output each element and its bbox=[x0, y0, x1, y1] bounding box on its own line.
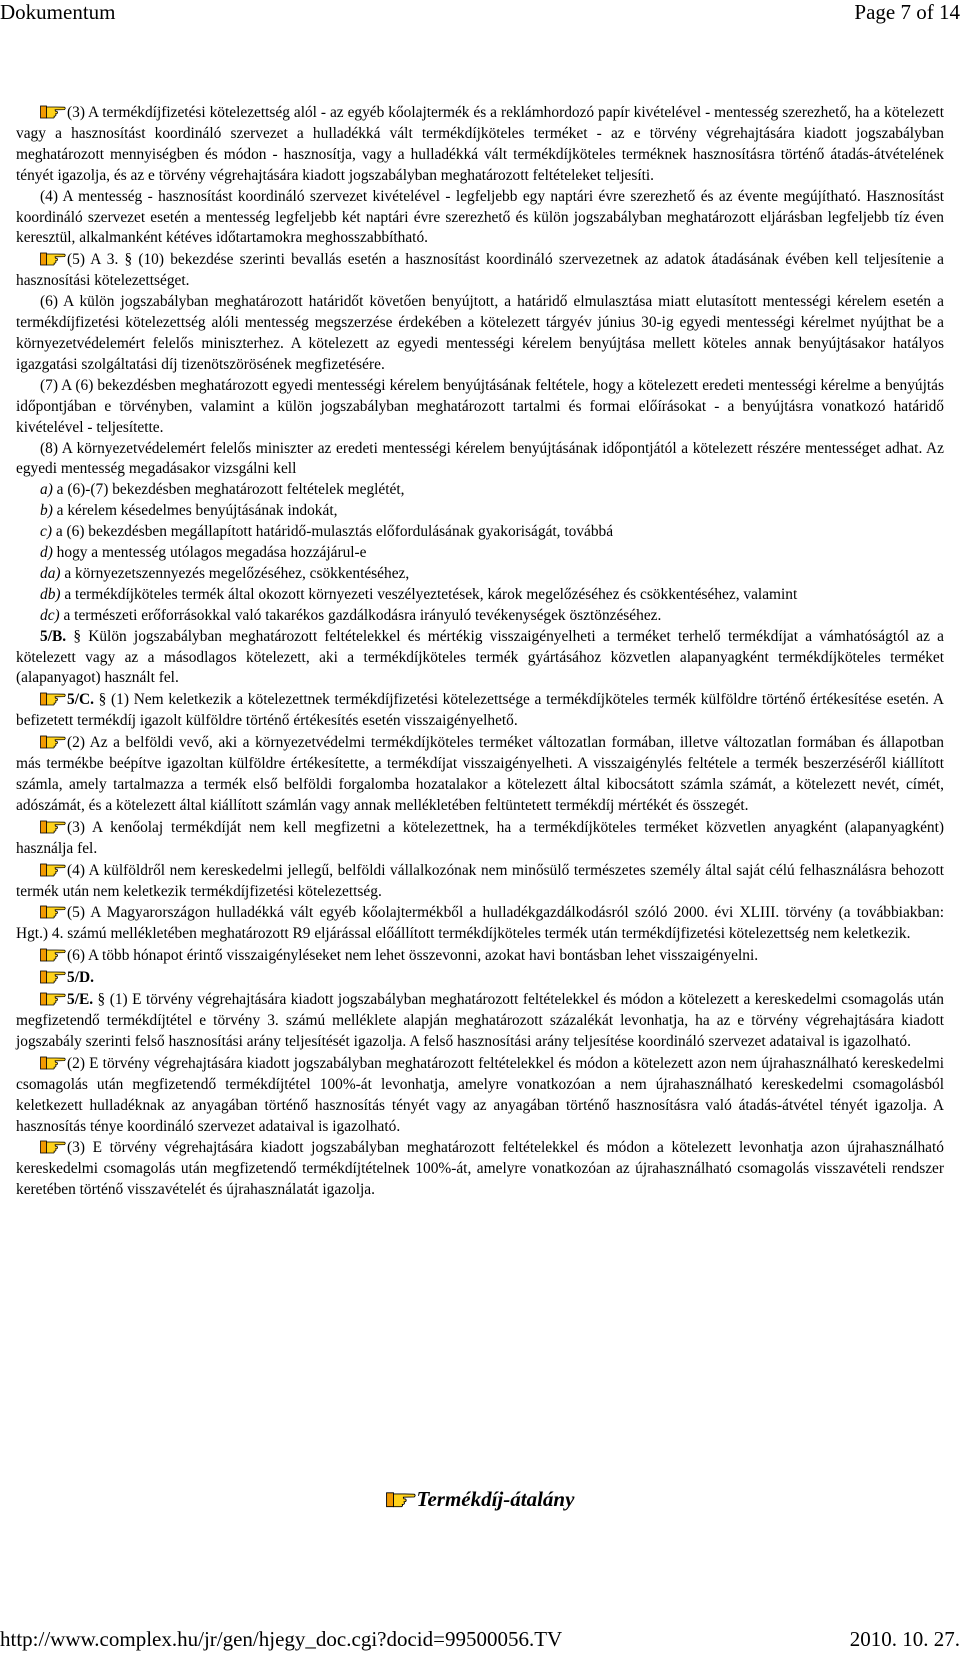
list-mark: c) bbox=[40, 523, 52, 541]
section-label: 5/D. bbox=[67, 969, 94, 987]
pointing-hand-icon[interactable] bbox=[386, 1488, 416, 1508]
paragraph-4 bbox=[16, 187, 944, 250]
list-mark: d) bbox=[40, 544, 53, 562]
pointing-hand-icon[interactable] bbox=[40, 1053, 66, 1070]
list-mark: a) bbox=[40, 481, 53, 499]
paragraph-text: (5) A Magyarországon hulladékká vált egyéb kőolajtermékből a hulladékgazdálkodásról szóló 2000. évi XLIII. törvény (a továbbiakban: Hgt.) 4. számú mellékletében meghatározott R9 eljárással előállított termékdíjköteles termék után termékdíjfizetési kötelezettség nem keletkezik. bbox=[16, 904, 944, 943]
list-item-text: a (6) bekezdésben megállapított határidő-mulasztás előfordulásának gyakoriságát, továbbá bbox=[51, 523, 614, 541]
list-item-dc bbox=[16, 606, 944, 627]
pointing-hand-icon[interactable] bbox=[40, 860, 66, 877]
paragraph-text: § (1) E törvény végrehajtására kiadott jogszabályban meghatározott feltételekkel és módon a kötelezett a kereskedelmi csomagolás után megfizetendő termékdíjtétel e törvény 3. számú melléklete alapján meghatározott százalékát levonhatja, ha az e törvény végrehajtására kiadott jogszabály szerinti felső hasznosítási arány teljesítését igazolja. A felső hasznosítási arány teljesítése koordináló szervezet adataival is igazolható. bbox=[16, 991, 944, 1050]
list-item-b bbox=[16, 501, 944, 522]
paragraph-text: (4) A külföldről nem kereskedelmi jellegű, belföldi vállalkozónak nem minősülő természetes személy által saját célú felhasználásra behozott termék után nem keletkezik termékdíjfizetési kötelezettség. bbox=[16, 861, 944, 900]
paragraph-text: (6) A külön jogszabályban meghatározott határidőt követően benyújtott, a határidő elmulasztása miatt elutasított mentességi kérelem esetén a termékdíjfizetési kötelezettség alóli mentesség megszerzése érdekében a kötelezett tárgyév június 30-ig egyedi mentességi kérelmet nyújthat be a környezetvédelemért felelős miniszterhez. A kötelezett az egyedi mentességi kérelem benyújtása mellett köteles annak benyújtásakor hatályos igazgatási szolgáltatási díj tizenötszörösének megfizetésére. bbox=[16, 293, 944, 373]
footer-url: http://www.complex.hu/jr/gen/hjegy_doc.cgi?docid=99500056.TV bbox=[0, 1627, 563, 1651]
list-item-text: a termékdíjköteles termék által okozott környezeti veszélyeztetések, károk megelőzéséhez és csökkentéséhez, valamint bbox=[60, 585, 798, 603]
list-item-db bbox=[16, 585, 944, 606]
section-5e-3 bbox=[16, 1137, 944, 1201]
paragraph-8 bbox=[16, 439, 944, 481]
list-item-text: hogy a mentesség utólagos megadása hozzájárul-e bbox=[52, 544, 367, 562]
section-label: 5/E. bbox=[67, 991, 94, 1009]
list-item-da bbox=[16, 564, 944, 585]
header-page-number: Page 7 of 14 bbox=[854, 0, 960, 24]
list-mark: db) bbox=[40, 585, 61, 603]
list-item-text: a természeti erőforrásokkal való takarékos gazdálkodásra irányuló tevékenységek ösztönzéséhez. bbox=[59, 606, 662, 624]
list-item-a bbox=[16, 480, 944, 501]
pointing-hand-icon[interactable] bbox=[40, 902, 66, 919]
paragraph-5 bbox=[16, 249, 944, 292]
section-5c-6 bbox=[16, 945, 944, 967]
section-5e bbox=[16, 989, 944, 1053]
paragraph-text: (8) A környezetvédelemért felelős miniszter az eredeti mentességi kérelem benyújtásának időpontjától a kötelezett részére mentességet adhat. Az egyedi mentesség megadásakor vizsgálni kell bbox=[16, 439, 944, 478]
paragraph-text: (5) A 3. § (10) bekezdése szerinti bevallás esetén a hasznosítást koordináló szervezetnek az adatok átadásának évében kell teljesítenie a hasznosítási kötelezettséget. bbox=[16, 251, 944, 290]
section-5c-3 bbox=[16, 817, 944, 860]
paragraph-text: (6) A több hónapot érintő visszaigényléseket nem lehet összevonni, azokat havi bontásban lehet visszaigényelni. bbox=[67, 947, 759, 965]
header-document-title: Dokumentum bbox=[0, 0, 116, 24]
paragraph-text: (2) E törvény végrehajtására kiadott jogszabályban meghatározott feltételekkel és módon a kötelezett azon nem újrahasználható kereskedelmi csomagolás után megfizetendő termékdíjtétel 100%-át levonhatja, amelyre vonatkozóan a nem újrahasználható kereskedelmi csomagolásból keletkezett hulladéknak az anyagában történő hasznosítás tényét vagy az anyagában történő hasznosításra való átadás-átvétel tényét igazolja. A hasznosítás ténye koordináló szervezet adataival is igazolható. bbox=[16, 1054, 944, 1135]
list-item-d bbox=[16, 543, 944, 564]
pointing-hand-icon[interactable] bbox=[40, 989, 66, 1006]
paragraph-text: (2) Az a belföldi vevő, aki a környezetvédelmi termékdíjköteles terméket változatlan formában, illetve változatlan formában és állapotban más termékbe beépítve igazoltan külföldre értékesítette, a termékdíjat visszaigényelheti. A visszaigénylés feltétele a termék beszerzéséről kiállított számla, amely tartalmazza a termék első belföldi forgalomba hozatalakor a kötelezett által kibocsátott számla számát, a kötelezett nevét, címét, adószámát, és a kötelezett által kiállított számlán vagy annak mellékletében feltüntetett termékdíj mértékét és összegét. bbox=[16, 734, 944, 814]
section-label: 5/B. bbox=[40, 627, 67, 645]
paragraph-text: (3) A termékdíjfizetési kötelezettség alól - az egyéb kőolajtermék és a reklámhordozó papír kivételével - mentesség szerezhető, ha a kötelezett vagy a hasznosítást koordináló szervezet a hulladékká vált termékdíjköteles terméket - az e törvény végrehajtására kiadott jogszabályban meghatározott mennyiségben és módon - hasznosítja, vagy a hulladékká vált termékdíjköteles terméknek hasznosításra történő átadás-átvételének tényét igazolja, és az e törvény végrehajtására kiadott jogszabályban meghatározott feltételeket teljesíti. bbox=[16, 104, 944, 184]
paragraph-text: (3) A kenőolaj termékdíját nem kell megfizetni a kötelezettnek, ha a termékdíjköteles terméket közvetlen anyagként (alapanyagként) használja fel. bbox=[16, 818, 944, 857]
pointing-hand-icon[interactable] bbox=[40, 249, 66, 266]
pointing-hand-icon[interactable] bbox=[40, 945, 66, 962]
section-5d bbox=[16, 967, 944, 989]
paragraph-7 bbox=[16, 376, 944, 439]
paragraph-6 bbox=[16, 292, 944, 376]
paragraph-text: (4) A mentesség - hasznosítást koordináló szervezet kivételével - legfeljebb egy naptári évre szerezhető és az évente megújítható. Hasznosítást koordináló szervezet esetén a mentesség legfeljebb két naptári évre szerezhető és külön jogszabályban meghatározott eljárásban legfeljebb tíz éven keresztül, alkalmanként kétéves időtartamokra meghosszabbítható. bbox=[16, 187, 944, 247]
footer-date: 2010. 10. 27. bbox=[849, 1627, 960, 1651]
list-mark: dc) bbox=[40, 606, 60, 624]
section-5e-2 bbox=[16, 1053, 944, 1138]
pointing-hand-icon[interactable] bbox=[40, 817, 66, 834]
list-mark: da) bbox=[40, 564, 61, 582]
list-item-c bbox=[16, 522, 944, 543]
list-item-text: a (6)-(7) bekezdésben meghatározott feltételek meglétét, bbox=[52, 481, 405, 499]
document-body bbox=[16, 102, 944, 1201]
section-5c-5 bbox=[16, 902, 944, 945]
pointing-hand-icon[interactable] bbox=[40, 689, 66, 706]
paragraph-text: § Külön jogszabályban meghatározott feltételekkel és mértékig visszaigényelheti a terméket terhelő termékdíjat a vámhatóságtól az a kötelezett vagy az a másodlagos kötelezett, aki a termékdíjköteles termék gyártásához közvetlen alapanyagként termékdíjköteles terméket (alapanyagot) használt fel. bbox=[16, 627, 944, 687]
pointing-hand-icon[interactable] bbox=[40, 1137, 66, 1154]
section-heading bbox=[0, 1485, 960, 1513]
list-mark: b) bbox=[40, 502, 53, 520]
paragraph-3 bbox=[16, 102, 944, 187]
paragraph-text: (3) E törvény végrehajtására kiadott jogszabályban meghatározott feltételekkel és módon a kötelezett levonhatja azon újrahasználható kereskedelmi csomagolás után megfizetendő termékdíjtételnek 100%-át, amelyre vonatkozóan az újrahasználható csomagolás visszavételi rendszer keretében történő visszavételét és újrahasználatát igazolja. bbox=[16, 1139, 944, 1199]
pointing-hand-icon[interactable] bbox=[40, 967, 66, 984]
section-5c-4 bbox=[16, 860, 944, 903]
section-heading-text: Termékdíj-átalány bbox=[416, 1487, 575, 1511]
pointing-hand-icon[interactable] bbox=[40, 102, 66, 119]
paragraph-text: (7) A (6) bekezdésben meghatározott egyedi mentességi kérelem benyújtásának feltétele, hogy a kötelezett eredeti mentességi kérelme a benyújtás időpontjában e törvényben, valamint a külön jogszabályban meghatározott tartalmi és formai előírásokat - a benyújtásra vonatkozó határidő kivételével - teljesítette. bbox=[16, 376, 944, 436]
list-item-text: a környezetszennyezés megelőzéséhez, csökkentéséhez, bbox=[60, 564, 410, 582]
paragraph-text: § (1) Nem keletkezik a kötelezettnek termékdíjfizetési kötelezettsége a termékdíjköteles termék külföldre történő értékesítése esetén. A befizetett termékdíj igazolt külföldre történő értékesítés esetén visszaigényelhető. bbox=[16, 691, 944, 730]
section-5b bbox=[16, 627, 944, 690]
section-5c-2 bbox=[16, 732, 944, 817]
list-item-text: a kérelem késedelmes benyújtásának indokát, bbox=[52, 502, 338, 520]
pointing-hand-icon[interactable] bbox=[40, 732, 66, 749]
section-label: 5/C. bbox=[67, 691, 94, 709]
section-5c bbox=[16, 689, 944, 732]
